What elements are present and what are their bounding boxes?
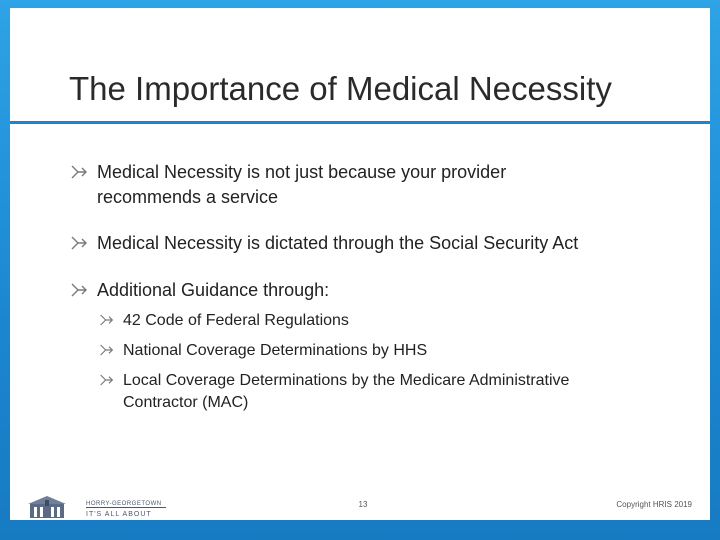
bullet-text-line: Additional Guidance through: xyxy=(97,280,330,300)
sub-bullet-text-line: Contractor (MAC) xyxy=(123,394,249,411)
copyright-text: Copyright HRIS 2019 xyxy=(616,500,692,509)
arrow-bullet-icon xyxy=(99,373,114,387)
arrow-bullet-icon xyxy=(70,235,88,251)
logo-text-top: HORRY-GEORGETOWN xyxy=(86,501,162,507)
organization-logo xyxy=(28,494,174,520)
sub-bullet-item xyxy=(123,340,427,362)
sub-bullet-item xyxy=(123,370,569,414)
bullet-item xyxy=(97,231,578,256)
title-area xyxy=(10,8,710,123)
sub-bullet-item xyxy=(123,310,349,332)
bullet-text-line: recommends a service xyxy=(97,187,279,207)
slide-canvas xyxy=(10,8,710,520)
arrow-bullet-icon xyxy=(99,313,114,327)
bullet-text-line: Medical Necessity is not just because your provider xyxy=(97,162,507,182)
sub-bullet-text-line: 42 Code of Federal Regulations xyxy=(123,312,349,329)
slide-footer xyxy=(10,478,710,520)
sub-bullet-text-line: National Coverage Determinations by HHS xyxy=(123,342,428,359)
sub-bullet-text-line: Local Coverage Determinations by the Medicare Administrative xyxy=(123,372,570,389)
arrow-bullet-icon xyxy=(99,343,114,357)
logo-text-bottom: IT'S ALL ABOUT xyxy=(86,511,152,518)
arrow-bullet-icon xyxy=(70,164,88,180)
page-number: 13 xyxy=(358,500,368,509)
title-divider xyxy=(10,121,710,124)
bullet-text-line: Medical Necessity is dictated through the Social Security Act xyxy=(97,233,579,253)
bullet-item xyxy=(97,160,506,210)
slide-title: The Importance of Medical Necessity xyxy=(69,70,612,107)
bullet-item xyxy=(97,278,329,303)
arrow-bullet-icon xyxy=(70,282,88,298)
